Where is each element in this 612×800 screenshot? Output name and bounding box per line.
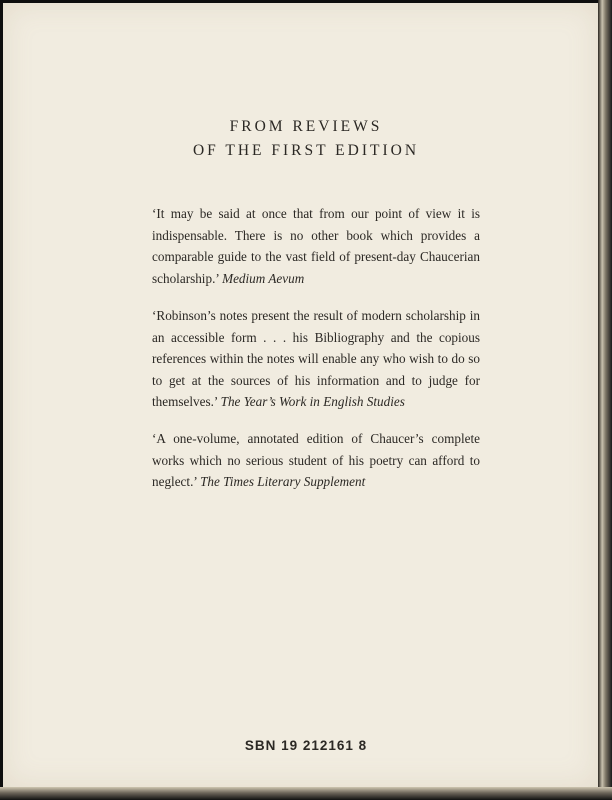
heading-line-1: FROM REVIEWS — [229, 118, 383, 135]
sbn-number: SBN 19 212161 8 — [244, 738, 368, 753]
review-2-source: The Year’s Work in English Studies — [220, 394, 405, 409]
heading-line-2: OF THE FIRST EDITION — [192, 142, 420, 159]
review-3 — [152, 428, 480, 493]
review-2-quote: ‘Robinson’s notes present the result of modern scholarship in an accessible form . . . his Bibliography and the copious references within the notes will enable any who wish to do so to get at the sources of his information and to judge for themselves.’ — [152, 308, 480, 409]
review-2 — [152, 305, 480, 413]
review-1 — [152, 203, 480, 289]
review-3-quote: ‘A one-volume, annotated edition of Chaucer’s complete works which no serious student of his poetry can afford to neglect.’ — [152, 431, 480, 489]
review-3-source: The Times Literary Supplement — [200, 474, 366, 489]
review-1-quote: ‘It may be said at once that from our point of view it is indispensable. There is no other book which provides a comparable guide to the vast field of present-day Chaucerian scholarship.’ — [152, 206, 480, 286]
review-1-source: Medium Aevum — [222, 270, 305, 286]
cover-bottom-edge — [0, 787, 612, 800]
